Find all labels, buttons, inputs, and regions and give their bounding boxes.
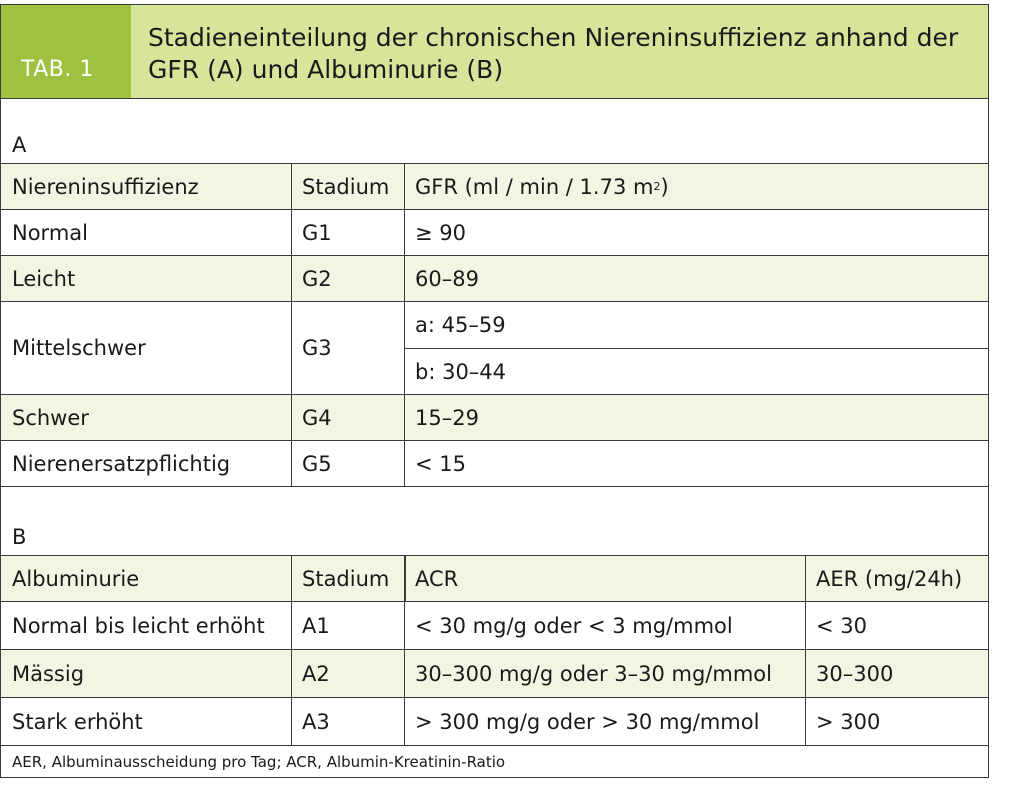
col-header-stadium: Stadium — [302, 566, 390, 591]
col-header-niereninsuffizienz: Niereninsuffizienz — [12, 174, 199, 199]
row-name: Normal — [12, 220, 88, 245]
row-acr: > 300 mg/g oder > 30 mg/mmol — [415, 709, 760, 734]
gfr-unit-text: GFR (ml / min / 1.73 m — [415, 174, 654, 199]
row-stage: A3 — [302, 709, 330, 734]
section-b-header-row — [1, 555, 988, 601]
row-gfr: 60–89 — [415, 266, 479, 291]
col-header-stadium: Stadium — [302, 174, 390, 199]
row-gfr: ≥ 90 — [415, 220, 466, 245]
table-title: Stadieneinteilung der chronischen Niereninsuffizienz anhand der GFR (A) und Albuminurie (B) — [131, 5, 988, 98]
row-stage: G4 — [302, 405, 332, 430]
row-stage: A1 — [302, 613, 330, 638]
table-row — [1, 440, 988, 487]
row-name: Mässig — [12, 661, 85, 686]
table-frame — [0, 4, 989, 778]
table-footnote: AER, Albuminausscheidung pro Tag; ACR, Albumin-Kreatinin-Ratio — [1, 745, 988, 777]
table-row — [1, 255, 988, 301]
row-name: Mittelschwer — [12, 336, 146, 360]
row-gfr-b: b: 30–44 — [415, 360, 507, 384]
row-aer: > 300 — [816, 709, 881, 734]
table-row-merged — [1, 301, 988, 394]
row-stage: G3 — [302, 336, 332, 360]
row-stage: G5 — [302, 451, 332, 476]
row-stage: G1 — [302, 220, 332, 245]
row-gfr: < 15 — [415, 451, 466, 476]
row-gfr: 15–29 — [415, 405, 479, 430]
section-a-header-row — [1, 163, 988, 209]
section-a-label: A — [12, 133, 27, 157]
row-name: Nierenersatzpflichtig — [12, 451, 231, 476]
gfr-unit-close: ) — [660, 174, 669, 199]
col-header-aer: AER (mg/24h) — [816, 566, 963, 591]
section-b-label: B — [12, 525, 27, 549]
table-row — [1, 394, 988, 440]
row-acr: 30–300 mg/g oder 3–30 mg/mmol — [415, 661, 772, 686]
row-name: Stark erhöht — [12, 709, 143, 734]
table-row — [1, 697, 988, 745]
row-aer: 30–300 — [816, 661, 894, 686]
row-name: Schwer — [12, 405, 89, 430]
row-aer: < 30 — [816, 613, 867, 638]
row-acr: < 30 mg/g oder < 3 mg/mmol — [415, 613, 733, 638]
col-header-acr: ACR — [415, 566, 459, 591]
row-stage: G2 — [302, 266, 332, 291]
table-row — [1, 601, 988, 649]
row-name: Leicht — [12, 266, 76, 291]
row-name: Normal bis leicht erhöht — [12, 613, 265, 638]
table-header — [1, 5, 988, 99]
col-header-gfr: GFR (ml / min / 1.73 m 2 ) — [415, 174, 669, 199]
table-row — [1, 209, 988, 255]
table-number: TAB. 1 — [1, 5, 131, 98]
col-header-albuminurie: Albuminurie — [12, 566, 140, 591]
row-stage: A2 — [302, 661, 330, 686]
row-gfr-a: a: 45–59 — [415, 313, 506, 337]
table-row — [1, 649, 988, 697]
